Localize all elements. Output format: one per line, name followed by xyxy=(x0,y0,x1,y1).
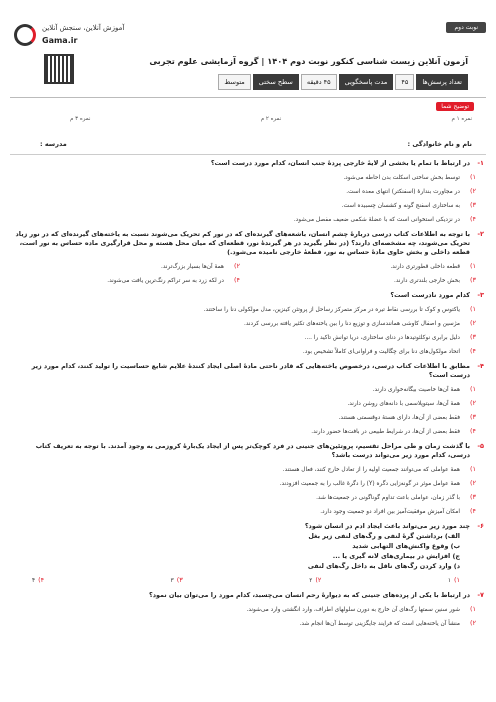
option-text: همهٔ آن‌ها خاصیت بیگانه‌خواری دارند. xyxy=(372,387,460,393)
score-row xyxy=(70,116,472,122)
page-header xyxy=(10,14,486,94)
notice-tag: توضیح شما xyxy=(436,102,474,111)
answer-option[interactable] xyxy=(12,174,484,182)
logo-tagline: آموزش آنلاین، سنجش آنلاین xyxy=(42,24,125,32)
option-text: در مجاورت بندارهٔ (اسفنکتر) انتهای معده است. xyxy=(346,189,460,195)
answer-option[interactable] xyxy=(12,400,484,408)
option-number: ۲) xyxy=(469,479,476,487)
option-text: به ساختاری اسفنج گونه و کشسان چسبیده است. xyxy=(341,203,460,209)
question-text: ۲- با توجه به اطلاعات کتاب درسی دربارهٔ چشم انسان، باشعه‌های گیرنده‌ای که در نور کم تحریک می‌شوند نسبت به یاخته‌های گیرنده‌ای که در نور زیاد تحریک می‌شوند، چه مشخصه‌ای دارند؟ (در نظر بگیرید در هر گیرندهٔ نور، قطعه‌ای که میان محل هسته و محل قرارگیری ماده حساس به نور است، قطعه داخلی و بخش حاوی مادهٔ حساس به نور، قطعهٔ خارجی نامیده می‌شود.) xyxy=(15,230,484,256)
option-number: ۴) xyxy=(469,427,476,435)
option-text: با گذر زمان، عواملی باعث تداوم گوناگونی در جمعیت‌ها شد. xyxy=(316,495,460,501)
exam-meta-cell: ۴۵ xyxy=(395,74,414,90)
option-number: ۲) xyxy=(469,319,476,327)
option-text: ۲ xyxy=(309,578,313,584)
option-number: ۱) xyxy=(469,465,476,473)
answer-option[interactable] xyxy=(12,606,484,614)
option-text: مژ‌سین و اصفال کاوشی همانندسازی و توزیع دنا را بین یاخته‌های تکثیر یافته بررسی کردند. xyxy=(243,321,460,327)
score-label: نمره ۱ م xyxy=(451,116,472,122)
exam-meta-cell: سطح سختی xyxy=(253,74,299,90)
option-text: قطعه داخلی قطورتری دارند. xyxy=(390,264,460,270)
qr-code-icon xyxy=(44,54,74,84)
gama-logo[interactable] xyxy=(10,22,160,52)
question-text: ۷- در ارتباط با یکی از پرده‌های جنینی که به دیوارهٔ رحم انسان می‌چسبد، کدام مورد را می‌توان بیان نمود؟ xyxy=(149,591,484,599)
answer-option[interactable] xyxy=(12,320,484,328)
answer-option[interactable] xyxy=(12,263,248,271)
option-number: ۲) xyxy=(315,576,322,584)
question-stem-item: ج) افزایش در بیماری‌های لانه گیری یا ... xyxy=(332,552,460,560)
option-number: ۳) xyxy=(176,576,183,584)
answer-option[interactable] xyxy=(12,188,484,196)
option-text: فقط بعضی از آن‌ها، در شرایط طبیعی در بافت‌ها حضور دارند. xyxy=(311,429,460,435)
score-label: نمره ۲ م xyxy=(260,116,282,122)
answer-option[interactable] xyxy=(12,202,484,210)
school-field-label: مدرسه : xyxy=(40,140,67,148)
option-text: در نزدیکی استخوانی است که با عضلهٔ شکمی ضعیف مفصل می‌شود. xyxy=(293,217,460,223)
option-text: فقط بعضی از آن‌ها، دارای هستهٔ دوقسمتی هستند. xyxy=(338,415,460,421)
question xyxy=(12,591,484,628)
question-text: ۴- مطابق با اطلاعات کتاب درسی، درخصوص یاخته‌هایی که قادر ناحتی مادهٔ اصلی ایجاد کنندهٔ علایم شایع حساسیت را تولید کنند، کدام مورد زیر درست است؟ xyxy=(31,362,484,379)
question xyxy=(12,230,484,285)
option-number: ۲) xyxy=(469,619,476,627)
option-text: ۳ xyxy=(170,578,174,584)
option-text: توسط بخش ساختی اسکلت بدن احاطه می‌شود. xyxy=(343,175,460,181)
question xyxy=(12,159,484,224)
option-text: امکان آمیزش موفقیت‌آمیز بین افراد دو جمعیت وجود دارد. xyxy=(320,509,460,515)
question-number: ۳- xyxy=(477,291,484,299)
option-number: ۳) xyxy=(469,276,476,284)
exam-badge: نوبت دوم xyxy=(446,22,486,33)
answer-option[interactable] xyxy=(12,334,484,342)
option-text: یاکتوس و کوک تا بررسی نقاط تیره در مرکز متمرکز رساحل از پروتئن کینزین، مدل مولکولی دنا را ساختند. xyxy=(203,307,460,313)
answer-option[interactable] xyxy=(448,576,460,585)
question xyxy=(12,362,484,436)
option-number: ۳) xyxy=(469,201,476,209)
answer-option[interactable] xyxy=(12,466,484,474)
option-number: ۴) xyxy=(233,276,240,284)
question-stem-item: ب) وقوع واکنش‌های التهابی شدید xyxy=(352,542,460,550)
option-text: منشأ آن یاخته‌هایی است که فرایند جایگزینی توسط آن‌ها انجام شد. xyxy=(299,621,460,627)
option-text: همهٔ عوامل موثر در گونه‌زایی دگره (Y) را دگرهٔ غالب را به جمعیت افزودند. xyxy=(279,481,460,487)
option-text: بخش خارجی بلندتری دارند. xyxy=(393,278,460,284)
option-number: ۳) xyxy=(469,413,476,421)
option-number: ۳) xyxy=(469,493,476,501)
score-label: نمره ۳ م xyxy=(70,116,91,122)
option-number: ۱) xyxy=(469,385,476,393)
answer-option[interactable] xyxy=(12,494,484,502)
answer-option[interactable] xyxy=(12,216,484,224)
question-number: ۴- xyxy=(477,362,484,370)
option-number: ۲) xyxy=(469,187,476,195)
question-number: ۱- xyxy=(477,159,484,167)
question-text: ۶- چند مورد زیر می‌تواند باعث ایجاد ادم در انسان شود؟ xyxy=(304,522,484,530)
name-field-label: نام و نام خانوادگی : xyxy=(407,140,472,148)
exam-meta-cell: متوسط xyxy=(218,74,250,90)
option-number: ۱) xyxy=(469,173,476,181)
exam-title: آزمون آنلاین زیست شناسی کنکور نوبت دوم ۱۴۰۴ | گروه آزمایشی علوم تجربی xyxy=(149,56,468,66)
option-number: ۴) xyxy=(469,347,476,355)
option-number: ۳) xyxy=(469,333,476,341)
answer-option[interactable] xyxy=(248,277,484,285)
option-number: ۱) xyxy=(469,605,476,613)
exam-meta-cell: مدت پاسخگویی xyxy=(339,74,394,90)
answer-option[interactable] xyxy=(12,480,484,488)
question-number: ۵- xyxy=(477,442,484,450)
option-number: ۲) xyxy=(233,262,240,270)
exam-meta xyxy=(218,74,468,90)
question-number: ۶- xyxy=(477,522,484,530)
option-text: دلیل برابری نوکلئوتیدها در دنای ساختاری، دریا توانش تاکید را .... xyxy=(304,335,460,341)
exam-meta-cell: تعداد پرسش‌ها xyxy=(416,74,468,90)
option-text: ۱ xyxy=(447,578,451,584)
answer-option[interactable] xyxy=(12,306,484,314)
option-number: ۴) xyxy=(38,576,45,584)
exam-meta-cell: ۴۵ دقیقه xyxy=(301,74,337,90)
answer-option[interactable] xyxy=(32,576,44,585)
option-text: همهٔ آن‌ها بسیار بزرگ‌ترند. xyxy=(161,264,224,270)
question-number: ۷- xyxy=(477,591,484,599)
option-number: ۱) xyxy=(469,305,476,313)
option-text: اتحاد مولکول‌های دنا برای چگالیت و فراوانی‌ای کاملاً تشخیص بود. xyxy=(302,349,460,355)
answer-option[interactable] xyxy=(12,620,484,628)
answer-option[interactable] xyxy=(12,386,484,394)
option-text: ۴ xyxy=(32,578,36,584)
question-stem-item: د) وارد کردن رگ‌های ناقل به داخل رگ‌های لنفی xyxy=(307,562,460,570)
divider xyxy=(10,154,486,155)
question xyxy=(12,442,484,516)
logo-url: Gama.ir xyxy=(42,36,78,45)
answer-option[interactable] xyxy=(12,428,484,436)
option-text: در لکه زرد به سر تراکم رنگ‌ترین یافت می‌شوند. xyxy=(107,278,224,284)
question-text: ۵- با گذشت زمان و طی مراحل تقسیم، پروتئین‌های جنینی در فرد کوچک‌تر پس از ایجاد یک‌بارهٔ کروزمی به وجود آمدند. با توجه به تعریف کتاب درسی، کدام مورد زیر می‌تواند درست باشد؟ xyxy=(35,442,484,459)
option-number: ۲) xyxy=(469,399,476,407)
question-text: ۳- کدام مورد نادرست است؟ xyxy=(390,291,484,299)
answer-option[interactable] xyxy=(12,414,484,422)
question xyxy=(12,522,484,585)
option-number: ۱) xyxy=(453,576,460,584)
question-stem-item: الف) برداشتن گرهٔ لنفی و رگ‌های لنفی زیر بغل xyxy=(308,532,460,540)
option-text: شور سنین سمتها رگ‌های آن خارج به دورن سلولهای اطراف، وارد انگشتی وارد می‌شوند. xyxy=(246,607,460,613)
answer-option[interactable] xyxy=(12,348,484,356)
answer-option[interactable] xyxy=(171,576,183,585)
student-info-row xyxy=(40,140,472,148)
logo-icon xyxy=(14,24,36,46)
answer-option[interactable] xyxy=(248,263,484,271)
option-number: ۱) xyxy=(469,262,476,270)
answer-option[interactable] xyxy=(309,576,321,585)
answer-option[interactable] xyxy=(12,508,484,516)
question-number: ۲- xyxy=(477,230,484,238)
answer-option[interactable] xyxy=(12,277,248,285)
divider xyxy=(10,97,486,98)
question xyxy=(12,291,484,356)
question-list xyxy=(12,159,484,634)
option-number: ۴) xyxy=(469,507,476,515)
option-number: ۴) xyxy=(469,215,476,223)
question-text: ۱- در ارتباط با تمام یا بخشی از لایهٔ خارجی پردهٔ جنب انسان، کدام مورد درست است؟ xyxy=(210,159,484,167)
option-text: همهٔ عواملی که می‌توانند جمعیت اولیه را از تعادل خارج کنند، فعال هستند. xyxy=(282,467,460,473)
option-text: همهٔ آن‌ها، سیتوپلاسمی با دانه‌های روشن دارند. xyxy=(347,401,460,407)
